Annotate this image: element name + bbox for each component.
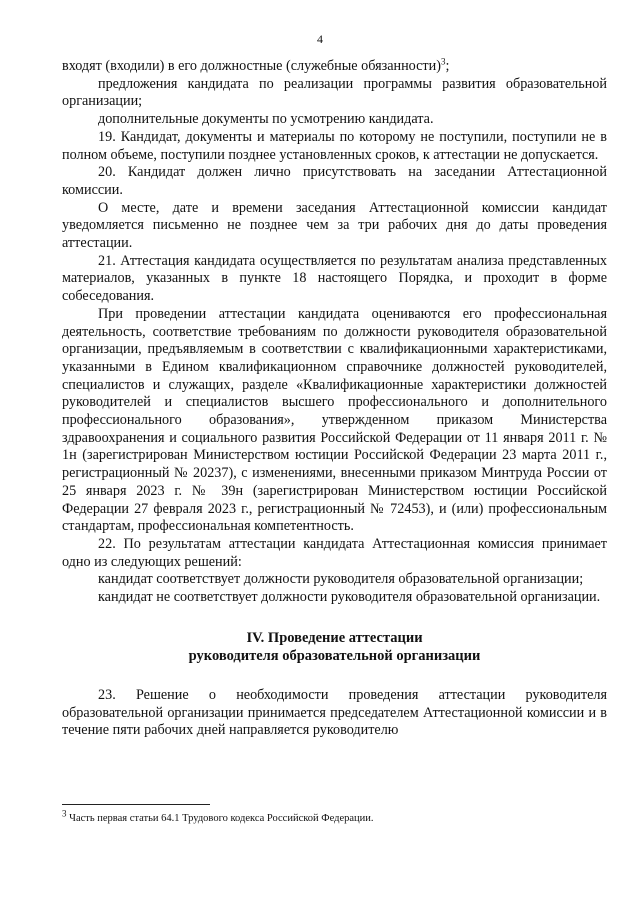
paragraph-evaluation: При проведении аттестации кандидата оцениваются его профессиональная деятельность, соответствие требованиям по должности руководителя образовательной организации, предъявляемым в соответствии с квалификационными характеристиками, указанными в Едином квалификационном справочнике должностей руководителей, специалистов и служащих, разделе «Квалификационные характеристики должностей руководителей и специалистов высшего профессионального и дополнительного профессионального образования», утвержденном приказом Министерства здравоохранения и социального развития Российской Федерации от 11 января 2011 г. № 1н (зарегистрирован Министерством юстиции Российской Федерации 23 марта 2011 г., регистрационный № 20237), с изменениями, внесенными приказом Минтруда России от 25 января 2023 г. № 39н (зарегистрирован Министерством юстиции Российской Федерации 27 февраля 2023 г., регистрационный № 72453), и (или) профессиональным стандартам, профессиональная компетентность. (62, 305, 607, 535)
section-heading-line-1: IV. Проведение аттестации (246, 629, 423, 646)
paragraph-21: 21. Аттестация кандидата осуществляется по результатам анализа представленных материалов, указанных в пункте 18 настоящего Порядка, и проходит в форме собеседования. (62, 252, 607, 305)
footnote-divider (62, 804, 210, 805)
paragraph-23: 23. Решение о необходимости проведения аттестации руководителя образовательной организации принимается председателем Аттестационной комиссии и в течение пяти рабочих дней направляется руководителю (62, 686, 607, 739)
section-heading (62, 629, 607, 665)
paragraph-20: 20. Кандидат должен лично присутствовать на заседании Аттестационной комиссии. (62, 164, 607, 198)
footnote-text: Часть первая статьи 64.1 Трудового кодекса Российской Федерации. (69, 813, 374, 824)
footnote-reference: 3 (440, 56, 446, 67)
section-heading-line-2: руководителя образовательной организации (188, 647, 481, 664)
paragraph-notice: О месте, дате и времени заседания Аттестационной комиссии кандидат уведомляется письменно не позднее чем за три рабочих дня до даты проведения аттестации. (62, 199, 607, 252)
footnote-mark: 3 (62, 808, 67, 819)
decision-option-2: кандидат не соответствует должности руководителя образовательной организации. (98, 589, 601, 606)
decision-option-1: кандидат соответствует должности руководителя образовательной организации; (98, 571, 584, 588)
page-number: 4 (317, 32, 323, 46)
paragraph-tail: ; (445, 58, 450, 74)
footnote (62, 808, 607, 825)
paragraph-2: дополнительные документы по усмотрению кандидата. (98, 111, 434, 128)
paragraph-22: 22. По результатам аттестации кандидата Аттестационная комиссия принимает одно из следующих решений: (62, 535, 607, 570)
paragraph-19: 19. Кандидат, документы и материалы по которому не поступили, поступили не в полном объеме, поступили позднее установленных сроков, к аттестации не допускается. (62, 128, 607, 163)
paragraph-text: входят (входили) в его должностные (служебные обязанности) (62, 58, 441, 74)
paragraph-1: предложения кандидата по реализации программы развития образовательной организации; (62, 75, 607, 110)
document-body (62, 58, 607, 740)
paragraph-0 (62, 58, 607, 76)
